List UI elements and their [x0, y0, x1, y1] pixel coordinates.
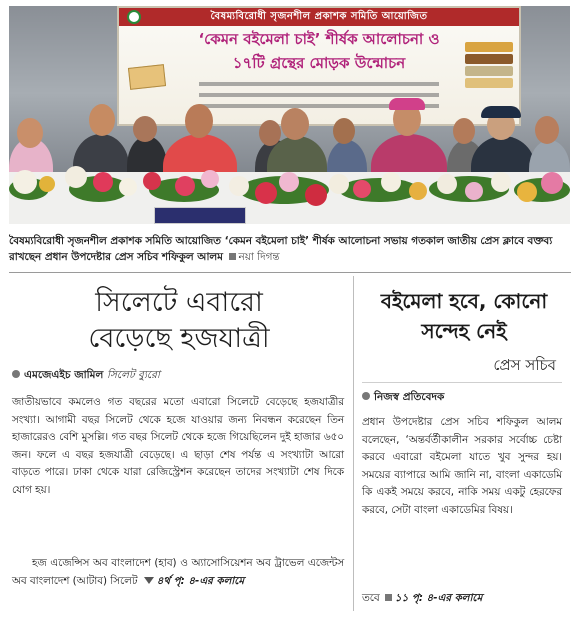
section-divider [9, 272, 571, 273]
bullet-icon [362, 392, 370, 400]
banner-title-line-2: ১৭টি গ্রন্থের মোড়ক উন্মোচন [232, 54, 406, 72]
left-body-paragraph-2 [12, 555, 344, 590]
right-headline-line-1: বইমেলা হবে, কোনো [380, 289, 548, 313]
organizer-logo-icon [127, 10, 141, 24]
right-subheadline: প্রেস সচিব [493, 356, 556, 374]
right-byline-author: নিজস্ব প্রতিবেদক [374, 391, 445, 403]
left-headline-line-2: বেড়েছে হজযাত্রী [88, 323, 270, 354]
square-bullet-icon [229, 253, 236, 260]
right-body-tail-text: তবে [362, 592, 380, 604]
book-icon [128, 64, 166, 90]
square-bullet-icon [385, 594, 392, 601]
banner-organizer: বৈষম্যবিরোধী সৃজনশীল প্রকাশক সমিতি আয়োজিত [119, 8, 519, 26]
photo-caption [9, 233, 571, 265]
news-photo [9, 6, 570, 224]
banner-title-line-1: ‘কেমন বইমেলা চাই’ শীর্ষক আলোচনা ও [198, 30, 440, 48]
left-byline-author: এমজেএইচ জামিল [24, 369, 104, 381]
left-continuation: ৪র্থ পৃ: ৪-এর কলামে [156, 574, 245, 587]
left-byline-bureau: সিলেট ব্যুরো [106, 369, 160, 381]
right-body-paragraph: প্রধান উপদেষ্টার প্রেস সচিব শফিকুল আলম বলেছেন, ‘অন্তর্বর্তীকালীন সরকার সর্বোচ্চ চেষ্টা করবে এবারো বইমেলা যাতে খুব সুন্দর হয়। সময়ের ব্যাপারে আমি জানি না, বাংলা একাডেমি কি একই সময়ে করবে, নাকি সময় একটু হেরফের করবে, সেটা বাংলা একাডেমির বিষয়। [362, 416, 562, 516]
book-stack-icon [465, 42, 513, 98]
right-headline-line-2: সন্দেহ নেই [421, 319, 507, 343]
right-subhead-rule [362, 382, 562, 383]
right-continuation: ১১ পৃ: ৪-এর কলামে [394, 592, 483, 604]
bullet-icon [12, 370, 20, 378]
column-divider [353, 276, 354, 611]
left-byline [12, 368, 160, 382]
event-banner [117, 6, 521, 126]
name-plaque [154, 207, 246, 224]
caption-text: বৈষম্যবিরোধী সৃজনশীল প্রকাশক সমিতি আয়োজিত ‘কেমন বইমেলা চাই’ শীর্ষক আলোচনা সভায় গতকাল জাতীয় প্রেস ক্লাবে বক্তব্য রাখছেন প্রধান উপদেষ্টার প্রেস সচিব শফিকুল আলম [9, 235, 553, 263]
left-body-paragraph-1: জাতীয়ভাবে কমলেও গত বছরের মতো এবারো সিলেটে বেড়েছে হজযাত্রীর সংখ্যা। আগামী বছর সিলেট থেকে হজে যাওয়ার জন্য নিবন্ধন করেছেন তিন হাজারেরও বেশি মুসল্লি। গত বছর সিলেট থেকে হজে গিয়েছিলেন দুই হাজার ৬৫০ জন। ফলে এ বছর হজযাত্রী বেড়েছে। এ ছাড়া শেষ পর্যন্ত এ সংখ্যাটা আরো বাড়তে পারে। ঢাকা থেকে যারা রেজিস্ট্রেশন করেছেন তাদের সংখ্যাটা শেষ দিকে যোগ হয়। [12, 396, 344, 496]
left-headline-line-1: সিলেটে এবারো [95, 287, 263, 318]
right-body-tail [362, 590, 562, 608]
right-byline [362, 390, 444, 404]
continue-arrow-icon [144, 577, 154, 584]
caption-source: নয়া দিগন্ত [238, 251, 280, 263]
left-body-paragraph-2-text: হজ এজেন্সিস অব বাংলাদেশ (হাব) ও অ্যাসোসিয়েশন অব ট্রাভেল এজেন্টস অব বাংলাদেশ (আটাব) সিলেট [12, 557, 344, 587]
